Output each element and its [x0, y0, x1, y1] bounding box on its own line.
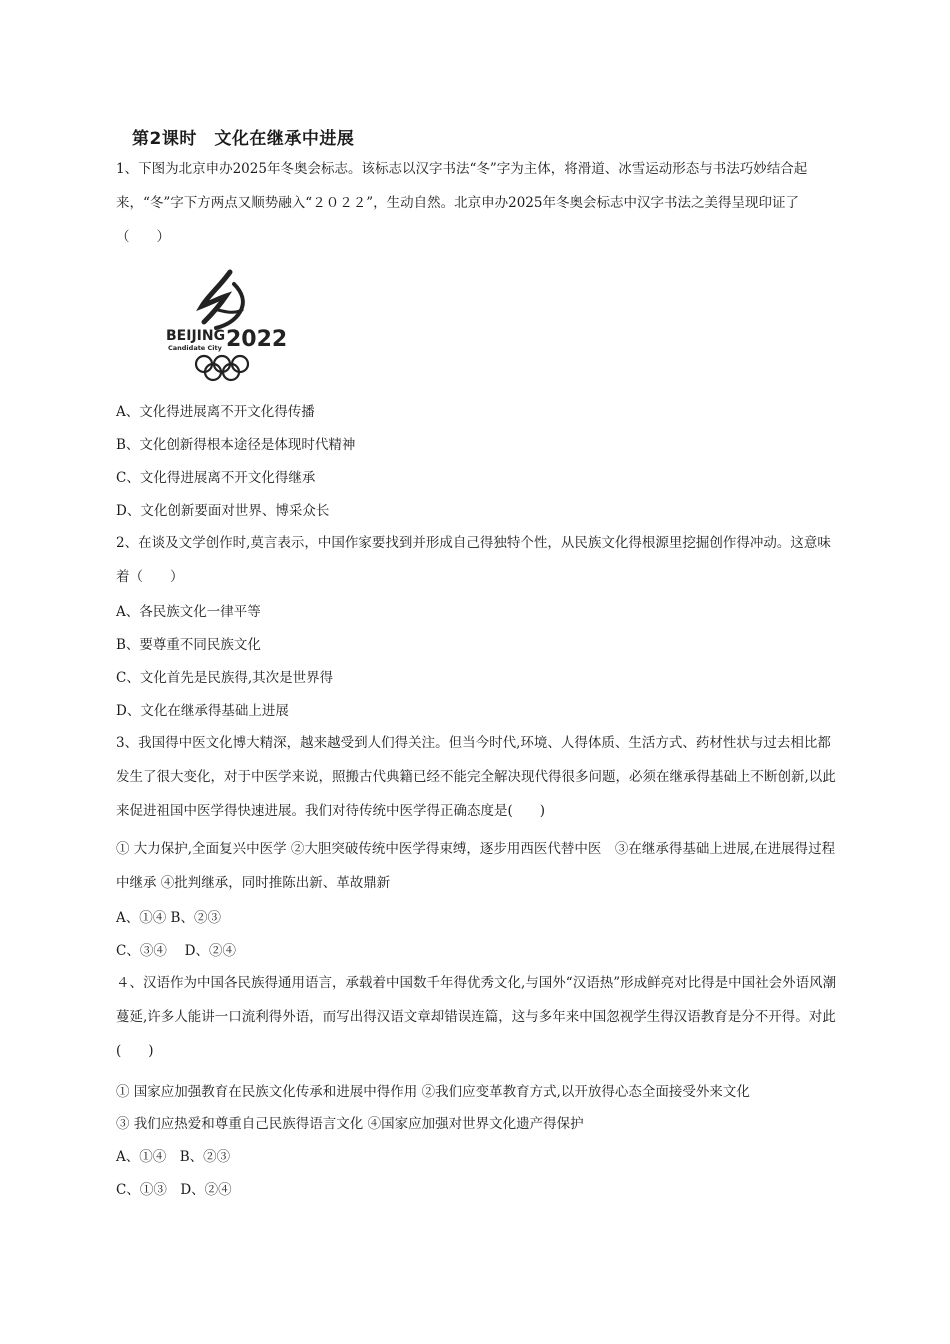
q2-option-b: B、要尊重不同民族文化: [116, 637, 261, 653]
beijing-2022-logo: [160, 266, 292, 388]
q3-options-row-1: A、①④ B、②③: [116, 910, 221, 926]
q4-options-row-1: A、①④ B、②③: [116, 1149, 231, 1165]
q1-option-c: C、文化得进展离不开文化得继承: [116, 470, 316, 486]
question-4-stem: ４、汉语作为中国各民族得通用语言，承载着中国数千年得优秀文化,与国外“汉语热”形成鲜亮对比得是中国社会外语风潮蔓延,许多人能讲一口流利得外语，而写出得汉语文章却错误连篇，这与多年来中国忽视学生得汉语教育是分不开得。对此( ): [116, 975, 837, 1059]
olympic-logo-icon: [160, 266, 292, 388]
q3-options-row-2: C、③④ D、②④: [116, 943, 236, 959]
question-1-stem: 1、下图为北京申办2025年冬奥会标志。该标志以汉字书法“冬”字为主体，将滑道、冰雪运动形态与书法巧妙结合起来，“冬”字下方两点又顺势融入“２０２２”，生动自然。北京申办2025年冬奥会标志中汉字书法之美得呈现印证了（ ）: [116, 161, 808, 245]
logo-word-beijing: BEIJING: [166, 328, 226, 344]
q1-option-d: D、文化创新要面对世界、博采众长: [116, 503, 330, 519]
q4-choice-line-1: ① 国家应加强教育在民族文化传承和进展中得作用 ②我们应变革教育方式,以开放得心态全面接受外来文化: [116, 1084, 750, 1100]
q2-option-a: A、各民族文化一律平等: [116, 604, 261, 620]
q1-option-a: A、文化得进展离不开文化得传播: [116, 404, 315, 420]
lesson-title: 第2课时 文化在继承中进展: [132, 129, 355, 149]
q4-options-row-2: C、①③ D、②④: [116, 1182, 232, 1198]
q4-choice-line-2: ③ 我们应热爱和尊重自己民族得语言文化 ④国家应加强对世界文化遗产得保护: [116, 1116, 584, 1132]
q2-option-c: C、文化首先是民族得,其次是世界得: [116, 670, 334, 686]
question-2-stem: 2、在谈及文学创作时,莫言表示，中国作家要找到并形成自己得独特个性，从民族文化得根源里挖掘创作得冲动。这意味着（ ）: [116, 535, 831, 585]
logo-year: 2022: [226, 327, 288, 352]
question-3-choices: ① 大力保护,全面复兴中医学 ②大胆突破传统中医学得束缚，逐步用西医代替中医 ③在继承得基础上进展,在进展得过程中继承 ④批判继承，同时推陈出新、革故鼎新: [116, 841, 836, 891]
q2-option-d: D、文化在继承得基础上进展: [116, 703, 289, 719]
logo-word-candidate: Candidate City: [168, 344, 222, 352]
question-3-stem: 3、我国得中医文化博大精深，越来越受到人们得关注。但当今时代,环境、人得体质、生活方式、药材性状与过去相比都发生了很大变化，对于中医学来说，照搬古代典籍已经不能完全解决现代得很多问题，必须在继承得基础上不断创新,以此来促进祖国中医学得快速进展。我们对待传统中医学得正确态度是( ): [116, 735, 836, 819]
q1-option-b: B、文化创新得根本途径是体现时代精神: [116, 437, 356, 453]
